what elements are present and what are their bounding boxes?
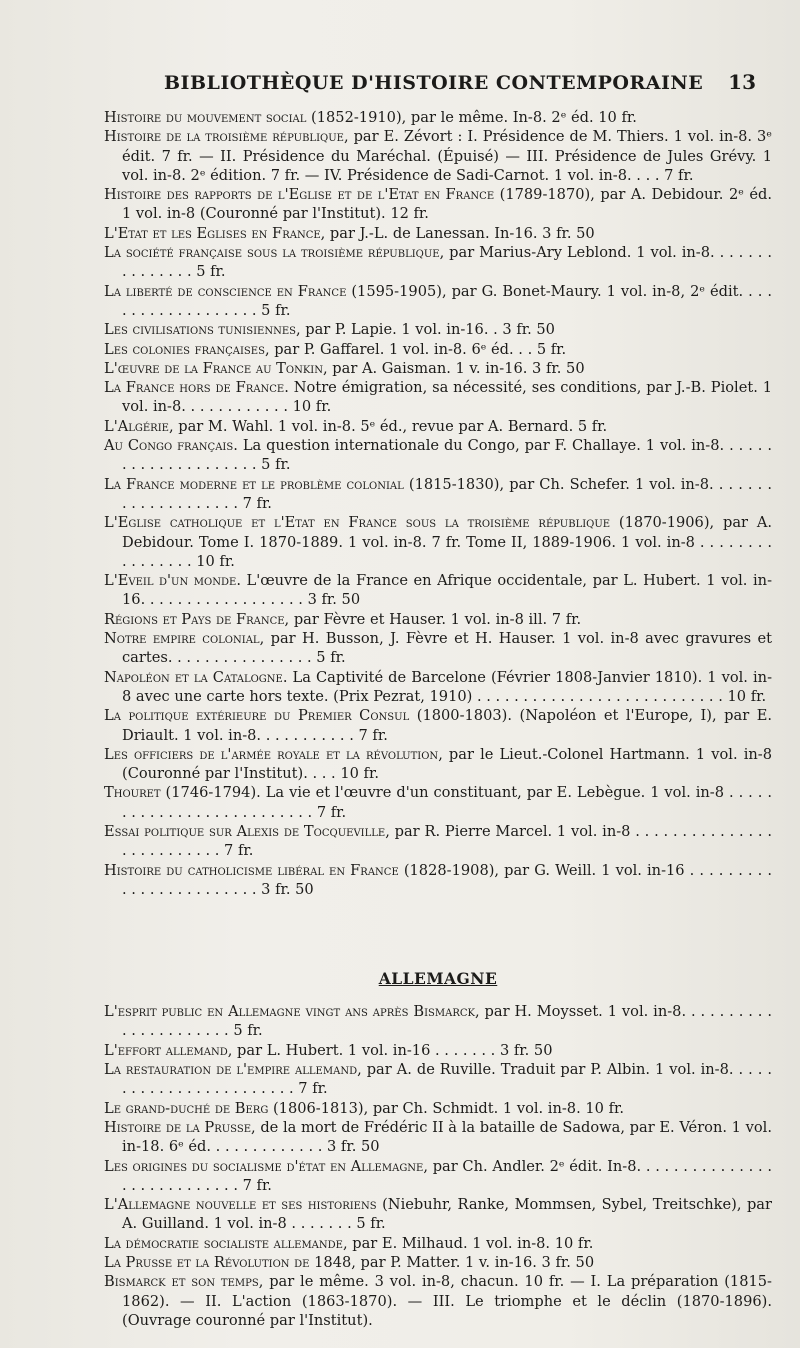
entry-title: Essai politique sur Alexis de Tocqueville bbox=[104, 822, 386, 840]
entry-title: Bismarck et son temps bbox=[104, 1273, 259, 1291]
catalog-entry bbox=[104, 224, 772, 243]
entry-details: , par J.-L. de Lanessan. In-16. 3 fr. 50 bbox=[320, 224, 595, 242]
entry-title: L'esprit public en Allemagne vingt ans après Bismarck bbox=[104, 1003, 475, 1021]
entry-details: (1800-1803). (Napoléon et l'Europe, I), par E. Driault. 1 vol. in-8. . . . . . . . . . . 7 fr. bbox=[122, 707, 772, 744]
entry-title: Napoléon et la Catalogne bbox=[104, 668, 283, 686]
entry-details: , de la mort de Frédéric II à la bataille de Sadowa, par E. Véron. 1 vol. in-18. 6ᵉ éd. . . . . . . . . . . . . 3 fr. 50 bbox=[122, 1118, 772, 1156]
entry-details: . La Captivité de Barcelone (Février 1808-Janvier 1810). 1 vol. in-8 avec une carte hors texte. (Prix Pezrat, 1910) . . . . . . . . . . . . . . . . . . . . . . . . . . . 10 fr. bbox=[122, 668, 772, 705]
catalog-entry bbox=[104, 1002, 772, 1041]
entry-details: , par Marius-Ary Leblond. 1 vol. in-8. . . . . . . . . . . . . . . 5 fr. bbox=[122, 244, 772, 281]
catalog-entry bbox=[104, 340, 772, 359]
entry-title: Le grand-duché de Berg bbox=[104, 1099, 269, 1117]
catalog-entries bbox=[104, 108, 772, 899]
entry-title: Histoire des rapports de l'Eglise et de l'Etat en France bbox=[104, 186, 495, 204]
catalog-entry bbox=[104, 1195, 772, 1234]
entry-details: , par H. Moysset. 1 vol. in-8. . . . . . . . . . . . . . . . . . . . . . 5 fr. bbox=[122, 1003, 772, 1040]
entry-title: La politique extérieure du Premier Consul bbox=[104, 707, 410, 725]
entry-title: La liberté de conscience en France bbox=[104, 282, 347, 300]
entry-title: Les origines du socialisme d'état en Allemagne bbox=[104, 1157, 424, 1175]
entry-details: (1870-1906), par A. Debidour. Tome I. 1870-1889. 1 vol. in-8. 7 fr. Tome II, 1889-1906. 1 vol. in-8 . . . . . . . . . . . . . . . . 10 fr. bbox=[122, 514, 772, 570]
entry-title: La France moderne et le problème colonial bbox=[104, 475, 404, 493]
entry-title: L'Eglise catholique et l'Etat en France sous la troisième république bbox=[104, 514, 611, 532]
entry-details: , par E. Milhaud. 1 vol. in-8. 10 fr. bbox=[342, 1234, 594, 1252]
entry-details: , par le même. 3 vol. in-8, chacun. 10 fr. — I. La préparation (1815-1862). — II. L'action (1863-1870). — III. Le triomphe et le déclin (1870-1896). (Ouvrage couronné par l'Institut). bbox=[122, 1273, 772, 1329]
section-entries bbox=[104, 1002, 772, 1330]
entry-details: , par M. Wahl. 1 vol. in-8. 5ᵉ éd., revue par A. Bernard. 5 fr. bbox=[168, 417, 608, 435]
catalog-entry bbox=[104, 1272, 772, 1330]
entry-title: Régions et Pays de France bbox=[104, 610, 285, 628]
catalog-entry bbox=[104, 320, 772, 339]
entry-title: Au Congo français bbox=[104, 437, 234, 455]
running-header bbox=[164, 70, 756, 108]
entry-details: , par A. de Ruville. Traduit par P. Albin. 1 vol. in-8. . . . . . . . . . . . . . . . . . . . . . . . 7 fr. bbox=[122, 1061, 772, 1098]
entry-details: , par R. Pierre Marcel. 1 vol. in-8 . . . . . . . . . . . . . . . . . . . . . . . . . . 7 fr. bbox=[122, 822, 772, 860]
catalog-entry bbox=[104, 1234, 772, 1253]
entry-title: Histoire du mouvement social bbox=[104, 109, 307, 126]
entry-details: . Notre émigration, sa nécessité, ses conditions, par J.-B. Piolet. 1 vol. in-8. . . . . . . . . . . . 10 fr. bbox=[122, 379, 773, 416]
entry-title: Notre empire colonial bbox=[104, 630, 260, 648]
catalog-entry bbox=[104, 1118, 772, 1157]
entry-title: La démocratie socialiste allemande bbox=[104, 1234, 343, 1252]
entry-title: L'Etat et les Eglises en France bbox=[104, 224, 321, 242]
entry-title: Les civilisations tunisiennes bbox=[104, 321, 296, 339]
catalog-entry bbox=[104, 610, 772, 629]
entry-details: , par A. Gaisman. 1 v. in-16. 3 fr. 50 bbox=[323, 359, 585, 377]
catalog-entry bbox=[104, 1157, 772, 1196]
entry-title: Les officiers de l'armée royale et la révolution bbox=[104, 745, 439, 763]
entry-title: L'effort allemand bbox=[104, 1041, 228, 1059]
entry-details: (1746-1794). La vie et l'œuvre d'un constituant, par E. Lebègue. 1 vol. in-8 . . . . . . . . . . . . . . . . . . . . . . . . . . 7 fr. bbox=[122, 784, 772, 821]
entry-title: La restauration de l'empire allemand bbox=[104, 1061, 358, 1079]
entry-details: (1815-1830), par Ch. Schefer. 1 vol. in-8. . . . . . . . . . . . . . . . . . . . 7 fr. bbox=[122, 475, 773, 512]
catalog-entry bbox=[104, 1253, 772, 1272]
catalog-entry bbox=[104, 436, 772, 475]
entry-details: , par E. Zévort : I. Présidence de M. Thiers. 1 vol. in-8. 3ᵉ édit. 7 fr. — II. Présidence du Maréchal. (Épuisé) — III. Présidence de Jules Grévy. 1 vol. in-8. 2ᵉ édition. 7 fr. — IV. Présidence de Sadi-Carnot. 1 vol. in-8. . . . 7 fr. bbox=[122, 128, 772, 184]
catalog-entry bbox=[104, 108, 772, 127]
catalog-entry bbox=[104, 571, 772, 610]
entry-title: Les colonies françaises bbox=[104, 340, 265, 358]
entry-title: L'Algérie bbox=[104, 417, 169, 435]
entry-title: La France hors de France bbox=[104, 379, 285, 397]
catalog-entry bbox=[104, 629, 772, 668]
catalog-entry bbox=[104, 359, 772, 378]
catalog-entry bbox=[104, 1099, 772, 1118]
entry-title: L'Allemagne nouvelle et ses historiens bbox=[104, 1196, 377, 1214]
entry-details: , par H. Busson, J. Fèvre et H. Hauser. 1 vol. in-8 avec gravures et cartes. . . . . . . . . . . . . . . . 5 fr. bbox=[122, 630, 772, 667]
catalog-entry bbox=[104, 282, 772, 321]
section-title: ALLEMAGNE bbox=[378, 969, 498, 989]
entry-title: La Prusse et la Révolution de 1848 bbox=[104, 1254, 352, 1272]
entry-details: (1789-1870), par A. Debidour. 2ᵉ éd. 1 vol. in-8 (Couronné par l'Institut). 12 fr. bbox=[122, 186, 772, 223]
entry-details: (1595-1905), par G. Bonet-Maury. 1 vol. in-8, 2ᵉ édit. . . . . . . . . . . . . . . . . . . 5 fr. bbox=[122, 282, 772, 319]
entry-details: , par L. Hubert. 1 vol. in-16 . . . . . . . 3 fr. 50 bbox=[227, 1041, 553, 1059]
catalog-entry bbox=[104, 668, 772, 707]
entry-details: . La question internationale du Congo, par F. Challaye. 1 vol. in-8. . . . . . . . . . . . . . . . . . . . . 5 fr. bbox=[122, 437, 772, 474]
entry-title: Histoire de la Prusse bbox=[104, 1118, 252, 1136]
entry-details: , par P. Lapie. 1 vol. in-16. . 3 fr. 50 bbox=[295, 321, 555, 339]
header-title: BIBLIOTHÈQUE D'HISTOIRE CONTEMPORAINE bbox=[164, 72, 704, 94]
catalog-entry bbox=[104, 243, 772, 282]
entry-details: , par Ch. Andler. 2ᵉ édit. In-8. . . . . . . . . . . . . . . . . . . . . . . . . . . . 7 fr. bbox=[122, 1157, 772, 1194]
catalog-entry bbox=[104, 475, 772, 514]
entry-title: Histoire de la troisième république bbox=[104, 128, 344, 146]
catalog-entry bbox=[104, 185, 772, 224]
entry-title: Histoire du catholicisme libéral en France bbox=[104, 861, 399, 879]
catalog-entry bbox=[104, 417, 772, 436]
catalog-entry bbox=[104, 1041, 772, 1060]
catalog-entry bbox=[104, 822, 772, 861]
entry-details: . L'œuvre de la France en Afrique occidentale, par L. Hubert. 1 vol. in-16. . . . . . . . . . . . . . . . . . 3 fr. 50 bbox=[122, 572, 772, 609]
catalog-entry bbox=[104, 861, 772, 900]
entry-details: (1828-1908), par G. Weill. 1 vol. in-16 . . . . . . . . . . . . . . . . . . . . . . . . 3 fr. 50 bbox=[122, 861, 772, 898]
page-number: 13 bbox=[728, 70, 756, 94]
entry-title: La société française sous la troisième république bbox=[104, 244, 440, 262]
catalog-entry bbox=[104, 783, 772, 822]
entry-details: (Niebuhr, Ranke, Mommsen, Sybel, Treitschke), par A. Guilland. 1 vol. in-8 . . . . . . . 5 fr. bbox=[122, 1196, 772, 1233]
entry-details: , par Fèvre et Hauser. 1 vol. in-8 ill. 7 fr. bbox=[284, 610, 582, 628]
entry-details: , par P. Matter. 1 v. in-16. 3 fr. 50 bbox=[351, 1254, 595, 1272]
entry-details: , par le Lieut.-Colonel Hartmann. 1 vol. in-8 (Couronné par l'Institut). . . . 10 fr. bbox=[122, 745, 772, 783]
entry-details: (1852-1910), par le même. In-8. 2ᵉ éd. 10 fr. bbox=[306, 109, 637, 126]
catalog-entry bbox=[104, 513, 772, 571]
catalog-entry bbox=[104, 1060, 772, 1099]
catalog-entry bbox=[104, 127, 772, 185]
catalog-entry bbox=[104, 706, 772, 745]
entry-details: (1806-1813), par Ch. Schmidt. 1 vol. in-8. 10 fr. bbox=[268, 1099, 624, 1117]
entry-title: L'œuvre de la France au Tonkin bbox=[104, 359, 324, 377]
catalog-entry bbox=[104, 378, 772, 417]
entry-title: L'Eveil d'un monde bbox=[104, 572, 237, 590]
entry-title: Thouret bbox=[104, 784, 161, 802]
catalog-entry bbox=[104, 745, 772, 784]
entry-details: , par P. Gaffarel. 1 vol. in-8. 6ᵉ éd. . . 5 fr. bbox=[264, 340, 567, 358]
